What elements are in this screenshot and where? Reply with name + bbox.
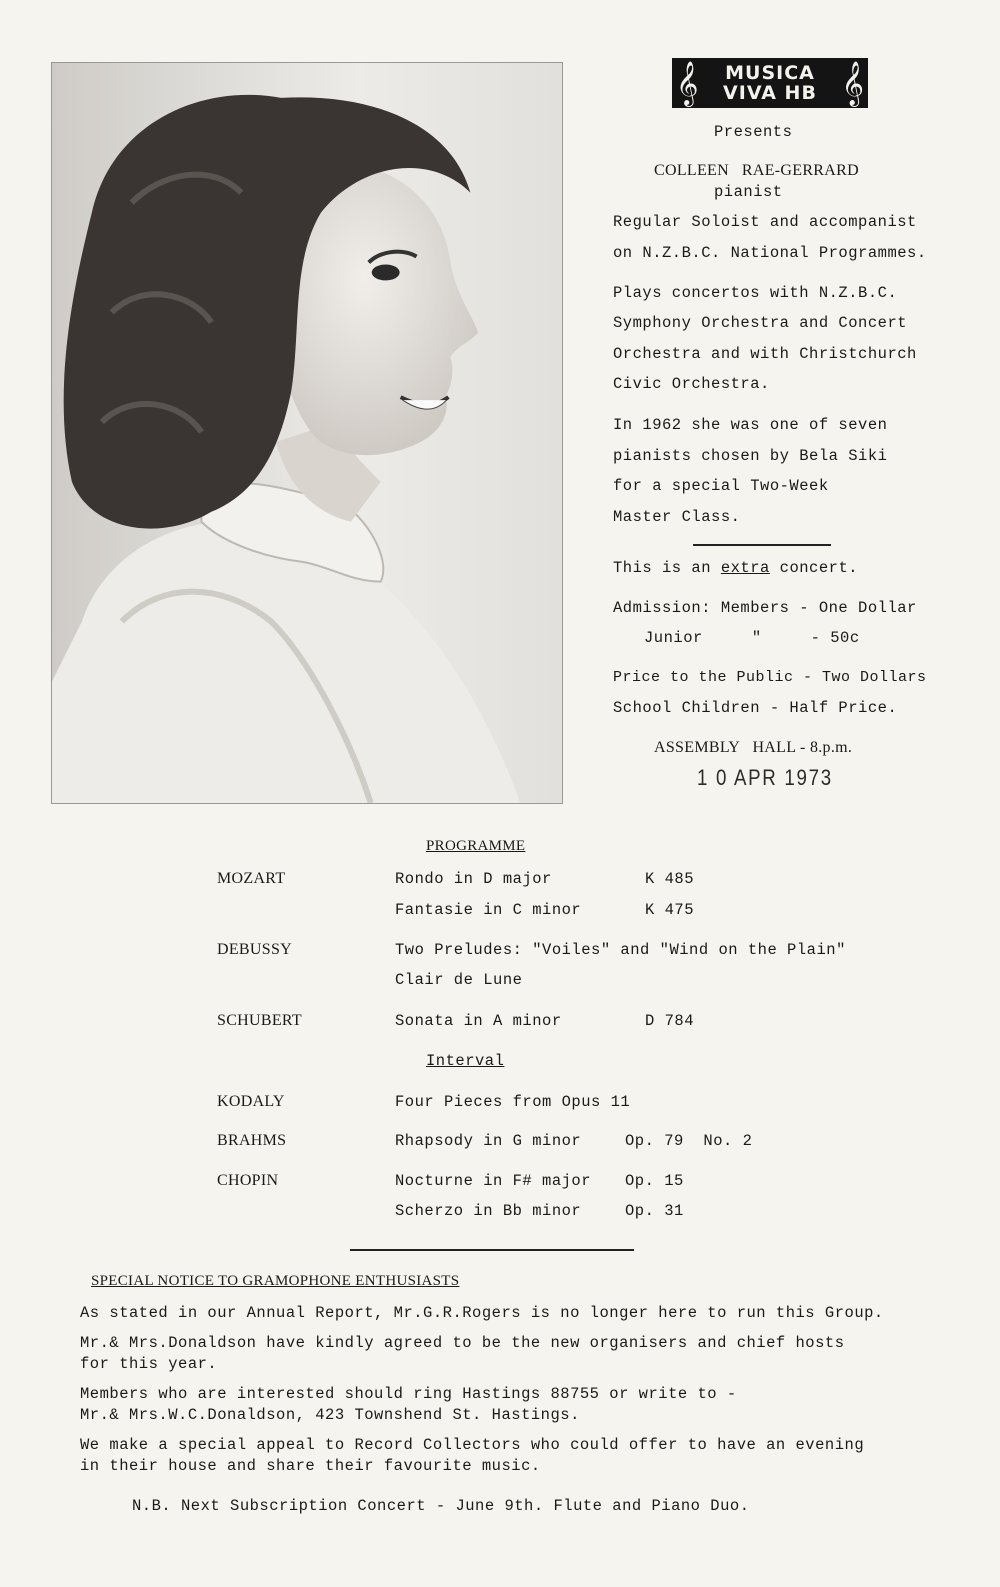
work: Four Pieces from Opus 11 — [395, 1093, 631, 1111]
catalog-number: D 784 — [645, 1012, 695, 1030]
composer: SCHUBERT — [217, 1012, 303, 1029]
bio-line: In 1962 she was one of seven — [613, 416, 888, 434]
notice-paragraph: in their house and share their favourite music. — [80, 1457, 541, 1475]
work: Two Preludes: "Voiles" and "Wind on the Plain" — [395, 941, 846, 959]
catalog-number: Op. 15 — [625, 1172, 684, 1190]
notice-paragraph: As stated in our Annual Report, Mr.G.R.Rogers is no longer here to run this Group. — [80, 1304, 884, 1322]
logo-text-line-1: MUSICA — [725, 62, 815, 84]
next-concert-note: N.B. Next Subscription Concert - June 9th. Flute and Piano Duo. — [132, 1497, 750, 1515]
venue-time: ASSEMBLY HALL - 8.p.m. — [654, 739, 853, 756]
bio-line: Regular Soloist and accompanist — [613, 213, 917, 231]
notice-paragraph: Mr.& Mrs.W.C.Donaldson, 423 Townshend St. Hastings. — [80, 1406, 580, 1424]
notice-paragraph: Mr.& Mrs.Donaldson have kindly agreed to be the new organisers and chief hosts — [80, 1334, 845, 1352]
extra-word: extra — [720, 559, 770, 577]
work: Nocturne in F# major — [395, 1172, 592, 1190]
composer: BRAHMS — [217, 1132, 287, 1149]
treble-clef-icon: 𝄞 — [676, 61, 699, 105]
admission-children: School Children - Half Price. — [613, 699, 898, 717]
treble-clef-icon: 𝄞 — [841, 61, 864, 105]
extra-concert-line — [613, 559, 858, 577]
work: Rhapsody in G minor — [395, 1132, 582, 1150]
catalog-number: Op. 31 — [625, 1202, 684, 1220]
catalog-number: K 475 — [645, 901, 695, 919]
catalog-number: K 485 — [645, 870, 695, 888]
composer: MOZART — [217, 870, 286, 887]
musica-viva-logo — [672, 58, 868, 108]
bio-line: Orchestra and with Christchurch — [613, 345, 917, 363]
work: Clair de Lune — [395, 971, 523, 989]
composer: CHOPIN — [217, 1172, 279, 1189]
admission-junior: Junior " - 50c — [644, 629, 860, 647]
bio-line: Civic Orchestra. — [613, 375, 770, 393]
programme-heading: PROGRAMME — [426, 838, 526, 854]
notice-paragraph: We make a special appeal to Record Collectors who could offer to have an evening — [80, 1436, 865, 1454]
performer-role: pianist — [714, 183, 783, 201]
admission-public: Price to the Public - Two Dollars — [613, 669, 927, 686]
bio-line: pianists chosen by Bela Siki — [613, 447, 888, 465]
bio-line: Symphony Orchestra and Concert — [613, 314, 908, 332]
work: Rondo in D major — [395, 870, 552, 888]
divider-rule — [693, 544, 831, 546]
pianist-portrait-photo — [51, 62, 563, 804]
notice-paragraph: for this year. — [80, 1355, 218, 1373]
performer-name: COLLEEN RAE-GERRARD — [654, 162, 859, 179]
bio-line: on N.Z.B.C. National Programmes. — [613, 244, 927, 262]
composer: KODALY — [217, 1093, 285, 1110]
composer: DEBUSSY — [217, 941, 293, 958]
logo-text-line-2: VIVA HB — [723, 82, 817, 104]
work: Sonata in A minor — [395, 1012, 562, 1030]
bio-line: Master Class. — [613, 508, 741, 526]
work: Scherzo in Bb minor — [395, 1202, 582, 1220]
date-stamp: 1 0 APR 1973 — [697, 765, 833, 790]
work: Fantasie in C minor — [395, 901, 582, 919]
extra-pre: This is an — [613, 559, 721, 577]
notice-heading: SPECIAL NOTICE TO GRAMOPHONE ENTHUSIASTS — [91, 1273, 460, 1289]
divider-rule — [350, 1249, 634, 1251]
bio-line: for a special Two-Week — [613, 477, 829, 495]
portrait-drawing — [52, 63, 562, 803]
presents-label: Presents — [714, 123, 793, 141]
admission-members: Admission: Members - One Dollar — [613, 599, 917, 617]
interval-heading: Interval — [426, 1052, 505, 1070]
bio-line: Plays concertos with N.Z.B.C. — [613, 284, 898, 302]
catalog-number: Op. 79 No. 2 — [625, 1132, 753, 1150]
notice-paragraph: Members who are interested should ring Hastings 88755 or write to - — [80, 1385, 737, 1403]
extra-post: concert. — [769, 559, 859, 577]
